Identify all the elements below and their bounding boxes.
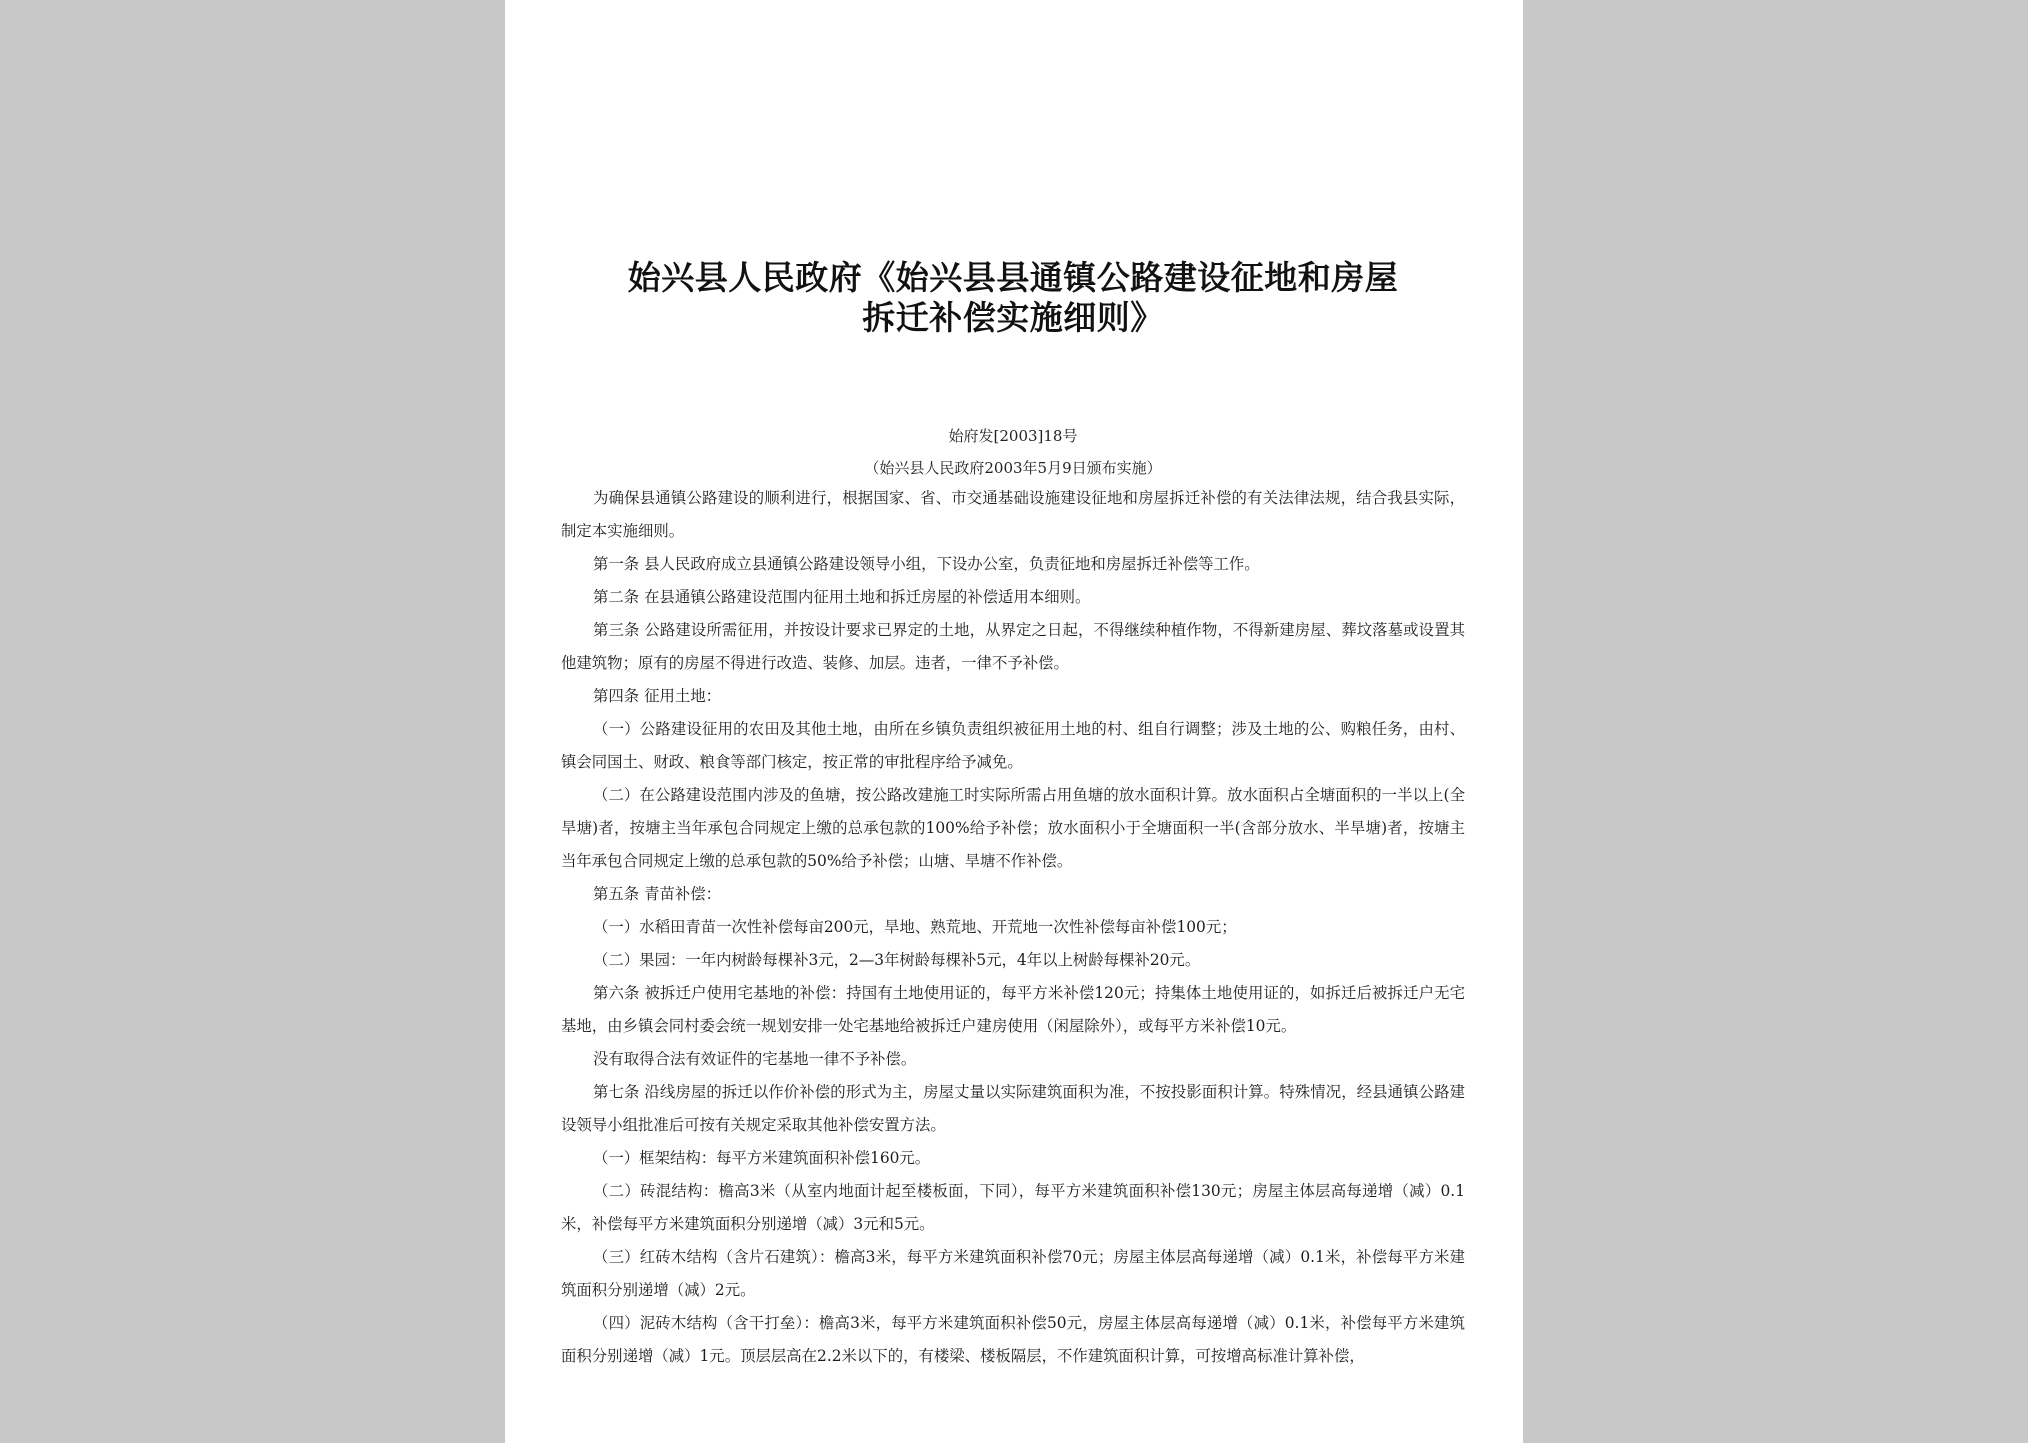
document-body [561, 482, 1465, 1373]
paragraph-article-6: 第六条 被拆迁户使用宅基地的补偿：持国有土地使用证的，每平方米补偿120元；持集体土地使用证的，如拆迁后被拆迁户无宅基地，由乡镇会同村委会统一规划安排一处宅基地给被拆迁户建房使用（闲屋除外），或每平方米补偿10元。 [561, 984, 1465, 1035]
paragraph-article-5-heading: 第五条 青苗补偿： [593, 885, 722, 903]
promulgation-note: （始兴县人民政府2003年5月9日颁布实施） [864, 459, 1162, 477]
document-title [561, 258, 1465, 338]
paragraph-article-4-item-1: （一）公路建设征用的农田及其他土地，由所在乡镇负责组织被征用土地的村、组自行调整；涉及土地的公、购粮任务，由村、镇会同国土、财政、粮食等部门核定，按正常的审批程序给予减免。 [561, 720, 1465, 771]
paragraph-article-2: 第二条 在县通镇公路建设范围内征用土地和拆迁房屋的补偿适用本细则。 [593, 588, 1091, 606]
paragraph-article-7: 第七条 沿线房屋的拆迁以作价补偿的形式为主，房屋丈量以实际建筑面积为准，不按投影面积计算。特殊情况，经县通镇公路建设领导小组批准后可按有关规定采取其他补偿安置方法。 [561, 1083, 1465, 1134]
paragraph-article-5-item-2: （二）果园：一年内树龄每棵补3元，2—3年树龄每棵补5元，4年以上树龄每棵补20元。 [593, 951, 1201, 969]
paragraph-article-4-item-2: （二）在公路建设范围内涉及的鱼塘，按公路改建施工时实际所需占用鱼塘的放水面积计算。放水面积占全塘面积的一半以上(全旱塘)者，按塘主当年承包合同规定上缴的总承包款的100%给予补偿；放水面积小于全塘面积一半(含部分放水、半旱塘)者，按塘主当年承包合同规定上缴的总承包款的50%给予补偿；山塘、旱塘不作补偿。 [561, 786, 1465, 870]
document-page [505, 0, 1523, 1443]
paragraph-article-6-note: 没有取得合法有效证件的宅基地一律不予补偿。 [593, 1050, 917, 1068]
paragraph-article-1: 第一条 县人民政府成立县通镇公路建设领导小组，下设办公室，负责征地和房屋拆迁补偿等工作。 [593, 555, 1260, 573]
paragraph-article-7-item-2: （二）砖混结构：檐高3米（从室内地面计起至楼板面，下同），每平方米建筑面积补偿130元；房屋主体层高每递增（减）0.1米，补偿每平方米建筑面积分别递增（减）3元和5元。 [561, 1182, 1465, 1233]
document-title-line-1: 始兴县人民政府《始兴县县通镇公路建设征地和房屋 [627, 258, 1399, 297]
paragraph-preamble: 为确保县通镇公路建设的顺利进行，根据国家、省、市交通基础设施建设征地和房屋拆迁补偿的有关法律法规，结合我县实际，制定本实施细则。 [561, 489, 1465, 540]
paragraph-article-4-heading: 第四条 征用土地： [593, 687, 722, 705]
paragraph-article-7-item-4: （四）泥砖木结构（含干打垒）：檐高3米，每平方米建筑面积补偿50元，房屋主体层高每递增（减）0.1米，补偿每平方米建筑面积分别递增（减）1元。顶层层高在2.2米以下的，有楼梁、楼板隔层，不作建筑面积计算，可按增高标准计算补偿， [561, 1314, 1465, 1365]
paragraph-article-5-item-1: （一）水稻田青苗一次性补偿每亩200元，旱地、熟荒地、开荒地一次性补偿每亩补偿100元； [593, 918, 1237, 936]
paragraph-article-7-item-3: （三）红砖木结构（含片石建筑）：檐高3米，每平方米建筑面积补偿70元；房屋主体层高每递增（减）0.1米，补偿每平方米建筑面积分别递增（减）2元。 [561, 1248, 1465, 1299]
paragraph-article-3: 第三条 公路建设所需征用，并按设计要求已界定的土地，从界定之日起，不得继续种植作物，不得新建房屋、葬坟落墓或设置其他建筑物；原有的房屋不得进行改造、装修、加层。违者，一律不予补偿。 [561, 621, 1465, 672]
document-title-line-2: 拆迁补偿实施细则》 [862, 298, 1164, 337]
paragraph-article-7-item-1: （一）框架结构：每平方米建筑面积补偿160元。 [593, 1149, 931, 1167]
document-number: 始府发[2003]18号 [948, 427, 1078, 445]
